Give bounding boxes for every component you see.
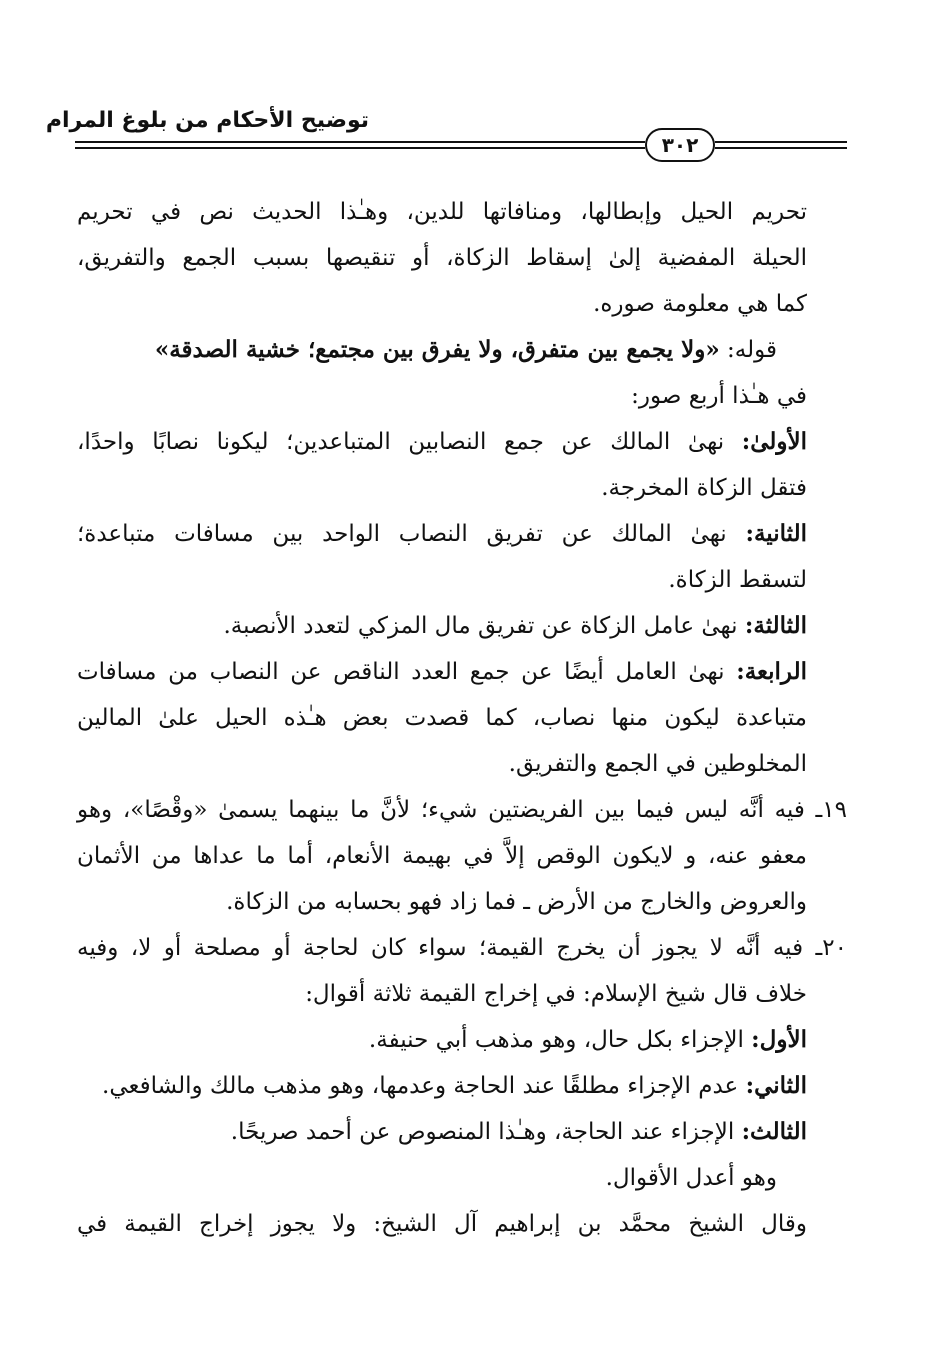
text-line-1: تحريم الحيل وإبطالها، ومنافاتها للدين، وهـٰذا الحديث نص في تحريم [77, 199, 807, 225]
point-text-second: نهىٰ المالك عن تفريق النصاب الواحد بين مسافات متباعدة؛ [77, 521, 746, 547]
text-line-5: في هـٰذا أربع صور: [631, 383, 807, 409]
opinion-text-first: الإجزاء بكل حال، وهو مذهب أبي حنيفة. [368, 1027, 752, 1053]
quote-intro: قوله: [719, 337, 777, 363]
opinion-label-first: الأول: [751, 1026, 807, 1053]
text-line-15: معفو عنه، و لايكون الوقص إلاَّ في بهيمة الأنعام، أما ما عداها من الأثمان [77, 843, 807, 869]
text-line-12: متباعدة ليكون منها نصاب، كما قصدت بعض هـٰذه الحيل علىٰ المالين [77, 705, 807, 731]
header-rule-bottom-left [75, 147, 645, 149]
text-line-20 [77, 1066, 807, 1106]
text-line-18: خلاف قال شيخ الإسلام: في إخراج القيمة ثلاثة أقوال: [305, 981, 807, 1007]
text-line-13: المخلوطين في الجمع والتفريق. [508, 751, 807, 777]
header-rule-bottom-right [715, 147, 847, 149]
text-line-17: ٢٠ـ فيه أنَّه لا يجوز أن يخرج القيمة؛ سواء كان لحاجة أو مصلحة أو لا، وفيه [77, 935, 847, 961]
text-line-3: كما هي معلومة صوره. [593, 291, 807, 317]
text-line-16: والعروض والخارج من الأرض ـ فما زاد فهو بحسابه من الزكاة. [226, 889, 807, 915]
text-line-10 [77, 606, 807, 646]
text-line-14: ١٩ـ فيه أنَّه ليس فيما بين الفريضتين شيء؛ لأنَّ ما بينهما يسمىٰ «وقْصًا»، وهو [77, 797, 847, 823]
point-text-fourth: نهىٰ العامل أيضًا عن جمع العدد الناقص عن النصاب من مسافات [77, 659, 737, 685]
opinion-text-third: الإجزاء عند الحاجة، وهـٰذا المنصوص عن أحمد صريحًا. [230, 1119, 742, 1145]
opinion-text-second: عدم الإجزاء مطلقًا عند الحاجة وعدمها، وهو مذهب مالك والشافعي. [102, 1073, 746, 1099]
point-label-third: الثالثة: [744, 612, 807, 639]
opinion-label-second: الثاني: [745, 1072, 807, 1099]
page-number: ٣٠٢ [645, 128, 715, 162]
point-text-third: نهىٰ عامل الزكاة عن تفريق مال المزكي لتعدد الأنصبة. [223, 613, 745, 639]
point-label-second: الثانية: [745, 520, 807, 547]
text-line-23: وقال الشيخ محمَّد بن إبراهيم آل الشيخ: ولا يجوز إخراج القيمة في [77, 1211, 807, 1237]
text-line-2: الحيلة المفضية إلىٰ إسقاط الزكاة، أو تنقيصها بسبب الجمع والتفريق، [77, 245, 807, 271]
header-rule-top-left [75, 141, 645, 143]
point-label-fourth: الرابعة: [736, 658, 807, 685]
text-line-9: لتسقط الزكاة. [668, 567, 807, 593]
header-rule-top-right [715, 141, 847, 143]
opinion-label-third: الثالث: [741, 1118, 807, 1145]
point-text-first: نهىٰ المالك عن جمع النصابين المتباعدين؛ ليكونا نصابًا واحدًا، [77, 429, 742, 455]
text-line-8 [77, 514, 807, 554]
text-line-4 [77, 330, 807, 370]
text-line-21 [77, 1112, 807, 1152]
point-label-first: الأولىٰ: [741, 428, 807, 455]
text-line-6 [77, 422, 807, 462]
running-title: توضيح الأحكام من بلوغ المرام [45, 108, 369, 133]
hadith-quote: «ولا يجمع بين متفرق، ولا يفرق بين مجتمع؛ خشية الصدقة» [154, 336, 720, 363]
text-line-22: وهو أعدل الأقوال. [605, 1165, 777, 1191]
text-line-19 [77, 1020, 807, 1060]
text-line-11 [77, 652, 807, 692]
text-line-7: فتقل الزكاة المخرجة. [601, 475, 807, 501]
